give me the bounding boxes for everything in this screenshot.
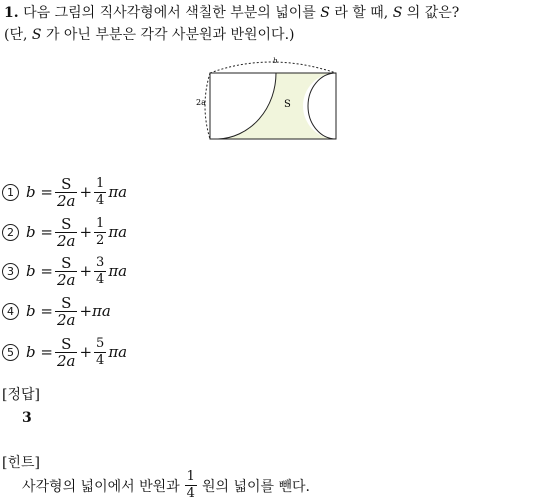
- frac-num: S: [61, 253, 72, 272]
- frac-num: S: [61, 293, 72, 312]
- choice-fraction: [55, 295, 78, 328]
- question-line-2: [4, 24, 294, 44]
- question-line-1: [4, 2, 459, 22]
- frac-den: 2a: [56, 191, 76, 210]
- choice-lhs: b =: [26, 262, 53, 280]
- question-note-b: 가 아닌 부분은 각각 사분원과 반원이다.): [45, 27, 295, 43]
- choice-lhs: b =: [26, 183, 53, 201]
- choice-coef: [94, 255, 106, 288]
- hint-frac-den: 4: [186, 486, 195, 501]
- choice-1[interactable]: [2, 172, 127, 212]
- hint-text-a: 사각형의 넓이에서 반원과: [22, 478, 180, 495]
- choice-tail: πa: [108, 343, 128, 361]
- choice-fraction: [55, 216, 78, 249]
- coef-num: 1: [96, 215, 105, 231]
- choice-mark: 4: [2, 303, 19, 320]
- rectangle-figure: [190, 55, 350, 150]
- choice-3[interactable]: [2, 251, 127, 291]
- frac-num: S: [61, 334, 72, 353]
- coef-num: 3: [96, 254, 105, 270]
- choice-lhs: b =: [26, 302, 53, 320]
- choice-5[interactable]: [2, 332, 127, 372]
- choice-plus: +: [79, 343, 93, 361]
- choice-coef: [94, 336, 106, 369]
- question-number: 1.: [4, 5, 19, 21]
- hint-fraction: [185, 469, 197, 502]
- var-s-3: S: [31, 27, 42, 43]
- choice-tail: πa: [92, 302, 111, 320]
- coef-den: 2: [96, 232, 105, 248]
- frac-den: 2a: [56, 351, 76, 370]
- coef-num: 5: [96, 335, 105, 351]
- choice-mark: 1: [2, 184, 19, 201]
- choice-plus: +: [79, 183, 93, 201]
- choice-mark: 3: [2, 263, 19, 280]
- label-2a: 2a: [196, 98, 206, 107]
- hint-frac-num: 1: [186, 469, 195, 484]
- var-s-2: S: [392, 5, 403, 21]
- choice-fraction: [55, 255, 78, 288]
- label-b: b: [273, 57, 278, 65]
- choice-2[interactable]: [2, 212, 127, 252]
- frac-den: 2a: [56, 270, 76, 289]
- question-text-c: 의 값은?: [406, 5, 460, 21]
- choice-plus: +: [79, 223, 93, 241]
- answer-value: 3: [22, 410, 32, 426]
- frac-den: 2a: [56, 310, 76, 329]
- choice-coef: [94, 176, 106, 209]
- var-s: S: [320, 5, 330, 21]
- question-text-b: 라 할 때,: [334, 5, 389, 21]
- coef-den: 4: [96, 192, 105, 208]
- choice-coef: [94, 216, 106, 249]
- choice-plus: +: [79, 302, 93, 320]
- coef-den: 4: [96, 352, 105, 368]
- question-text-a: 다음 그림의 직사각형에서 색칠한 부분의 넓이를: [23, 5, 316, 21]
- frac-num: S: [61, 174, 72, 193]
- hint-header: [힌트]: [2, 455, 40, 471]
- choice-mark: 5: [2, 344, 19, 361]
- choice-fraction: [55, 336, 78, 369]
- choice-plus: +: [79, 262, 93, 280]
- coef-den: 4: [96, 271, 105, 287]
- coef-num: 1: [96, 175, 105, 191]
- choice-lhs: b =: [26, 343, 53, 361]
- question-note-a: (단,: [4, 27, 28, 43]
- frac-num: S: [61, 214, 72, 233]
- choice-tail: πa: [108, 262, 128, 280]
- choice-4[interactable]: [2, 291, 111, 331]
- choice-lhs: b =: [26, 223, 53, 241]
- label-s: S: [284, 99, 291, 110]
- choice-tail: πa: [108, 223, 128, 241]
- hint-text: [22, 469, 310, 502]
- choice-tail: πa: [108, 183, 128, 201]
- choice-mark: 2: [2, 224, 19, 241]
- hint-text-b: 원의 넓이를 뺀다.: [201, 478, 310, 495]
- frac-den: 2a: [56, 231, 76, 250]
- answer-header: [정답]: [2, 387, 40, 403]
- shaded-region: [218, 73, 336, 139]
- choice-fraction: [55, 176, 78, 209]
